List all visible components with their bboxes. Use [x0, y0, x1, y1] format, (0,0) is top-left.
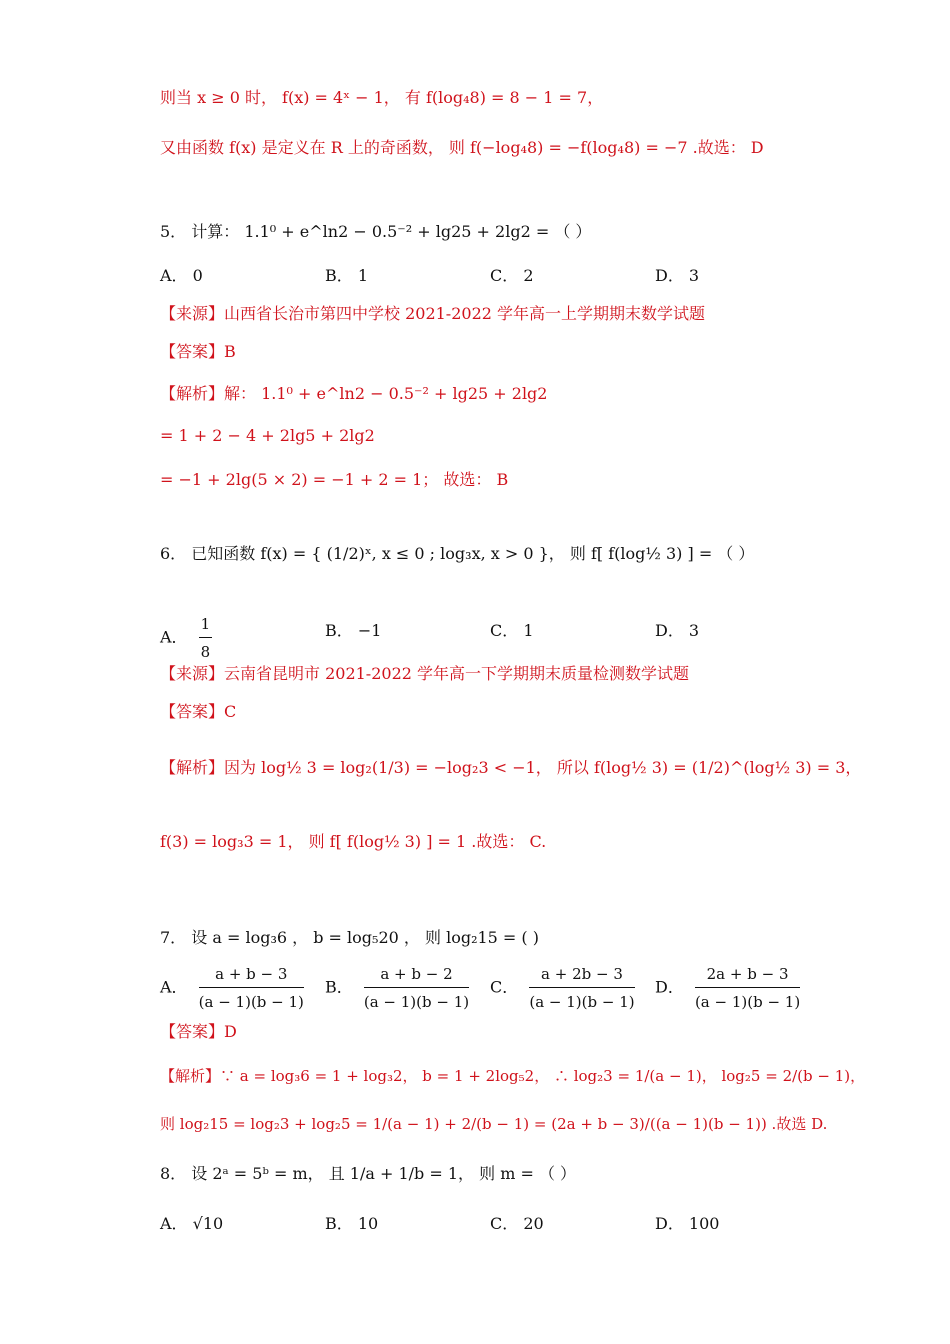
- q6-option-c: C． 1: [490, 621, 534, 640]
- q7-option-d-numerator: 2a + b − 3: [695, 962, 800, 988]
- q6-option-a-denominator: 8: [200, 643, 211, 661]
- q7-option-a-fraction: [199, 962, 304, 1014]
- q7-option-c: [490, 962, 635, 1014]
- q6-analysis-1: 【解析】因为 log½ 3 = log₂(1/3) = −log₂3 < −1， 所以 f(log½ 3) = (1/2)^(log½ 3) = 3，: [160, 758, 862, 777]
- q7-option-b: [325, 962, 469, 1014]
- q6-option-a: [160, 612, 212, 664]
- q7-analysis-2: 则 log₂15 = log₂3 + log₂5 = 1/(a − 1) + 2/(b − 1) = (2a + b − 3)/((a − 1)(b − 1)) .故选 D.: [160, 1115, 828, 1133]
- q6-option-a-fraction: [199, 612, 213, 664]
- q7-option-a: [160, 962, 304, 1014]
- q7-option-c-numerator: a + 2b − 3: [529, 962, 634, 988]
- q7-option-b-denominator: (a − 1)(b − 1): [363, 993, 470, 1011]
- q5-option-b: B． 1: [325, 266, 369, 285]
- q8-option-a: A． √10: [160, 1214, 224, 1233]
- q6-source: 【来源】云南省昆明市 2021-2022 学年高一下学期期末质量检测数学试题: [160, 664, 690, 683]
- q7-question: 7． 设 a = log₃6 ， b = log₅20 ， 则 log₂15 = ( ): [160, 928, 539, 947]
- q8-option-b: B． 10: [325, 1214, 379, 1233]
- q8-option-d: D． 100: [655, 1214, 720, 1233]
- q6-option-a-numerator: 1: [199, 612, 213, 638]
- q6-answer: 【答案】C: [160, 702, 237, 721]
- q7-option-c-label: C．: [490, 977, 519, 997]
- q7-option-b-label: B．: [325, 977, 353, 997]
- q5-answer: 【答案】B: [160, 342, 236, 361]
- q7-option-c-denominator: (a − 1)(b − 1): [529, 993, 635, 1011]
- q7-option-d-fraction: [695, 962, 800, 1014]
- q5-analysis-2: = 1 + 2 − 4 + 2lg5 + 2lg2: [160, 426, 375, 445]
- prev-solution-line-2: 又由函数 f(x) 是定义在 R 上的奇函数， 则 f(−log₄8) = −f(log₄8) = −7 .故选： D: [160, 138, 764, 157]
- q7-option-d-denominator: (a − 1)(b − 1): [694, 993, 801, 1011]
- q7-option-a-denominator: (a − 1)(b − 1): [198, 993, 304, 1011]
- q7-option-b-fraction: [364, 962, 469, 1014]
- q7-option-d-label: D．: [655, 977, 684, 997]
- q7-answer: 【答案】D: [160, 1022, 237, 1041]
- q7-option-c-fraction: [529, 962, 634, 1014]
- q7-option-d: [655, 962, 800, 1014]
- q8-option-c: C． 20: [490, 1214, 544, 1233]
- q7-analysis-1: 【解析】∵ a = log₃6 = 1 + log₃2， b = 1 + 2log₅2， ∴ log₂3 = 1/(a − 1)， log₂5 = 2/(b − 1)，: [160, 1067, 866, 1085]
- q5-option-c: C． 2: [490, 266, 534, 285]
- q5-question: 5． 计算： 1.1⁰ + e^ln2 − 0.5⁻² + lg25 + 2lg2 = （ ）: [160, 222, 592, 241]
- q5-source: 【来源】山西省长治市第四中学校 2021-2022 学年高一上学期期末数学试题: [160, 304, 706, 323]
- q6-option-b: B． −1: [325, 621, 382, 640]
- q6-option-a-label: A．: [160, 627, 188, 647]
- q5-analysis-3: = −1 + 2lg(5 × 2) = −1 + 2 = 1； 故选： B: [160, 470, 509, 489]
- q7-option-a-label: A．: [160, 977, 188, 997]
- q6-question: 6． 已知函数 f(x) = { (1/2)ˣ, x ≤ 0 ; log₃x, x > 0 }， 则 f[ f(log½ 3) ] = （ ）: [160, 544, 755, 563]
- q5-option-d: D． 3: [655, 266, 700, 285]
- q6-option-d: D． 3: [655, 621, 700, 640]
- q8-question: 8． 设 2ᵃ = 5ᵇ = m， 且 1/a + 1/b = 1， 则 m = （ ）: [160, 1164, 577, 1183]
- q5-option-a: A． 0: [160, 266, 203, 285]
- prev-solution-line-1: 则当 x ≥ 0 时， f(x) = 4ˣ − 1， 有 f(log₄8) = 8 − 1 = 7，: [160, 88, 604, 107]
- q7-option-a-numerator: a + b − 3: [199, 962, 304, 988]
- q7-option-b-numerator: a + b − 2: [364, 962, 469, 988]
- q5-analysis-1: 【解析】解： 1.1⁰ + e^ln2 − 0.5⁻² + lg25 + 2lg2: [160, 384, 548, 403]
- q6-analysis-2: f(3) = log₃3 = 1， 则 f[ f(log½ 3) ] = 1 .故选： C.: [160, 832, 547, 851]
